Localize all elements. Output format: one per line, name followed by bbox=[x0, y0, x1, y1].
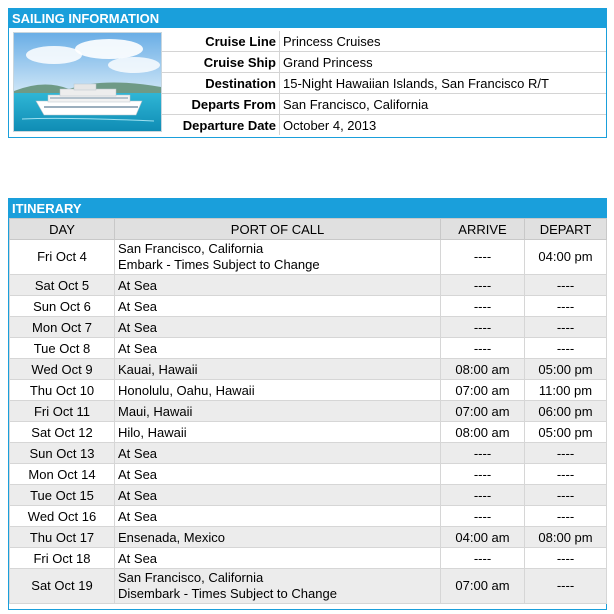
cruise-ship-image bbox=[14, 33, 161, 131]
itinerary-row bbox=[10, 380, 607, 401]
itinerary-port bbox=[115, 485, 441, 506]
itinerary-depart: 11:00 pm bbox=[525, 380, 607, 401]
itinerary-arrive: ---- bbox=[441, 317, 525, 338]
itinerary-day: Wed Oct 16 bbox=[10, 506, 115, 527]
itinerary-port bbox=[115, 464, 441, 485]
itinerary-row bbox=[10, 506, 607, 527]
itinerary-row bbox=[10, 296, 607, 317]
itinerary-row bbox=[10, 317, 607, 338]
itinerary-port bbox=[115, 240, 441, 275]
cruise-ship-value: Grand Princess bbox=[280, 52, 607, 73]
itinerary-row bbox=[10, 275, 607, 296]
port-name: At Sea bbox=[118, 298, 158, 314]
itinerary-arrive: ---- bbox=[441, 240, 525, 275]
column-header-arrive: ARRIVE bbox=[441, 219, 525, 240]
sailing-row-cruise-line bbox=[162, 31, 606, 52]
itinerary-row bbox=[10, 569, 607, 604]
itinerary-arrive: 07:00 am bbox=[441, 401, 525, 422]
itinerary-arrive: 04:00 am bbox=[441, 527, 525, 548]
itinerary-header: ITINERARY bbox=[9, 199, 606, 218]
itinerary-row bbox=[10, 422, 607, 443]
itinerary-depart: 04:00 pm bbox=[525, 240, 607, 275]
itinerary-port bbox=[115, 338, 441, 359]
itinerary-depart: ---- bbox=[525, 569, 607, 604]
itinerary-port bbox=[115, 401, 441, 422]
itinerary-port bbox=[115, 359, 441, 380]
itinerary-port bbox=[115, 296, 441, 317]
itinerary-table bbox=[9, 218, 607, 604]
port-name: Kauai, Hawaii bbox=[118, 361, 198, 377]
itinerary-depart: ---- bbox=[525, 338, 607, 359]
itinerary-day: Fri Oct 4 bbox=[10, 240, 115, 275]
itinerary-day: Fri Oct 18 bbox=[10, 548, 115, 569]
departs-from-label: Departs From bbox=[162, 94, 280, 115]
sailing-row-departs-from bbox=[162, 94, 606, 115]
itinerary-day: Wed Oct 9 bbox=[10, 359, 115, 380]
port-name: At Sea bbox=[118, 277, 158, 293]
port-name: At Sea bbox=[118, 319, 158, 335]
itinerary-day: Sat Oct 19 bbox=[10, 569, 115, 604]
itinerary-port bbox=[115, 275, 441, 296]
cruise-ship-label: Cruise Ship bbox=[162, 52, 280, 73]
itinerary-row bbox=[10, 401, 607, 422]
itinerary-row bbox=[10, 527, 607, 548]
itinerary-depart: ---- bbox=[525, 443, 607, 464]
itinerary-day: Sun Oct 6 bbox=[10, 296, 115, 317]
itinerary-arrive: ---- bbox=[441, 548, 525, 569]
port-name: Hilo, Hawaii bbox=[118, 424, 187, 440]
itinerary-row bbox=[10, 548, 607, 569]
port-name: At Sea bbox=[118, 550, 158, 566]
column-header-depart: DEPART bbox=[525, 219, 607, 240]
cruise-ship-photo bbox=[13, 32, 162, 132]
itinerary-port bbox=[115, 548, 441, 569]
itinerary-port bbox=[115, 380, 441, 401]
itinerary-port bbox=[115, 527, 441, 548]
column-header-day: DAY bbox=[10, 219, 115, 240]
itinerary-port bbox=[115, 443, 441, 464]
port-note: Embark - Times Subject to Change bbox=[118, 257, 320, 272]
itinerary-depart: ---- bbox=[525, 506, 607, 527]
sailing-information-panel bbox=[8, 8, 607, 138]
itinerary-day: Thu Oct 17 bbox=[10, 527, 115, 548]
itinerary-row bbox=[10, 485, 607, 506]
itinerary-day: Mon Oct 7 bbox=[10, 317, 115, 338]
port-name: San Francisco, California bbox=[118, 241, 264, 256]
column-header-port-of-call: PORT OF CALL bbox=[115, 219, 441, 240]
departs-from-value: San Francisco, California bbox=[280, 94, 607, 115]
port-name: At Sea bbox=[118, 445, 158, 461]
itinerary-day: Tue Oct 8 bbox=[10, 338, 115, 359]
port-name: At Sea bbox=[118, 340, 158, 356]
itinerary-depart: 05:00 pm bbox=[525, 359, 607, 380]
itinerary-port bbox=[115, 317, 441, 338]
destination-value: 15-Night Hawaiian Islands, San Francisco R/T bbox=[280, 73, 607, 94]
itinerary-day: Thu Oct 10 bbox=[10, 380, 115, 401]
sailing-information-body bbox=[9, 28, 606, 138]
port-name: At Sea bbox=[118, 466, 158, 482]
departure-date-label: Departure Date bbox=[162, 115, 280, 136]
sailing-row-destination bbox=[162, 73, 606, 94]
itinerary-arrive: ---- bbox=[441, 275, 525, 296]
itinerary-depart: ---- bbox=[525, 317, 607, 338]
itinerary-header-row bbox=[10, 219, 607, 240]
itinerary-depart: ---- bbox=[525, 296, 607, 317]
itinerary-arrive: ---- bbox=[441, 485, 525, 506]
itinerary-panel bbox=[8, 198, 607, 610]
itinerary-day: Tue Oct 15 bbox=[10, 485, 115, 506]
itinerary-rows bbox=[10, 240, 607, 604]
port-name: Maui, Hawaii bbox=[118, 403, 193, 419]
itinerary-arrive: ---- bbox=[441, 464, 525, 485]
port-name: San Francisco, California bbox=[118, 570, 264, 585]
itinerary-arrive: 08:00 am bbox=[441, 422, 525, 443]
itinerary-depart: ---- bbox=[525, 548, 607, 569]
itinerary-arrive: ---- bbox=[441, 506, 525, 527]
itinerary-row bbox=[10, 443, 607, 464]
itinerary-port bbox=[115, 506, 441, 527]
itinerary-day: Sat Oct 12 bbox=[10, 422, 115, 443]
itinerary-port bbox=[115, 422, 441, 443]
itinerary-arrive: 07:00 am bbox=[441, 380, 525, 401]
itinerary-arrive: ---- bbox=[441, 443, 525, 464]
cruise-line-label: Cruise Line bbox=[162, 31, 280, 52]
itinerary-depart: ---- bbox=[525, 275, 607, 296]
departure-date-value: October 4, 2013 bbox=[283, 117, 377, 133]
itinerary-depart: ---- bbox=[525, 485, 607, 506]
port-note: Disembark - Times Subject to Change bbox=[118, 586, 337, 601]
itinerary-row bbox=[10, 359, 607, 380]
itinerary-day: Sat Oct 5 bbox=[10, 275, 115, 296]
itinerary-depart: 08:00 pm bbox=[525, 527, 607, 548]
itinerary-row bbox=[10, 464, 607, 485]
itinerary-day: Mon Oct 14 bbox=[10, 464, 115, 485]
itinerary-row bbox=[10, 240, 607, 275]
destination-label: Destination bbox=[162, 73, 280, 94]
itinerary-depart: ---- bbox=[525, 464, 607, 485]
port-name: Honolulu, Oahu, Hawaii bbox=[118, 382, 255, 398]
port-name: Ensenada, Mexico bbox=[118, 529, 225, 545]
port-name: At Sea bbox=[118, 508, 158, 524]
sailing-row-cruise-ship bbox=[162, 52, 606, 73]
sailing-details-table bbox=[162, 31, 606, 135]
sailing-information-header: SAILING INFORMATION bbox=[9, 9, 606, 28]
itinerary-row bbox=[10, 338, 607, 359]
itinerary-day: Fri Oct 11 bbox=[10, 401, 115, 422]
port-name: At Sea bbox=[118, 487, 158, 503]
itinerary-arrive: 07:00 am bbox=[441, 569, 525, 604]
itinerary-day: Sun Oct 13 bbox=[10, 443, 115, 464]
cruise-line-value: Princess Cruises bbox=[280, 31, 607, 52]
itinerary-arrive: ---- bbox=[441, 338, 525, 359]
itinerary-depart: 06:00 pm bbox=[525, 401, 607, 422]
itinerary-port bbox=[115, 569, 441, 604]
itinerary-depart: 05:00 pm bbox=[525, 422, 607, 443]
itinerary-arrive: 08:00 am bbox=[441, 359, 525, 380]
itinerary-arrive: ---- bbox=[441, 296, 525, 317]
sailing-row-departure-date bbox=[162, 115, 606, 136]
